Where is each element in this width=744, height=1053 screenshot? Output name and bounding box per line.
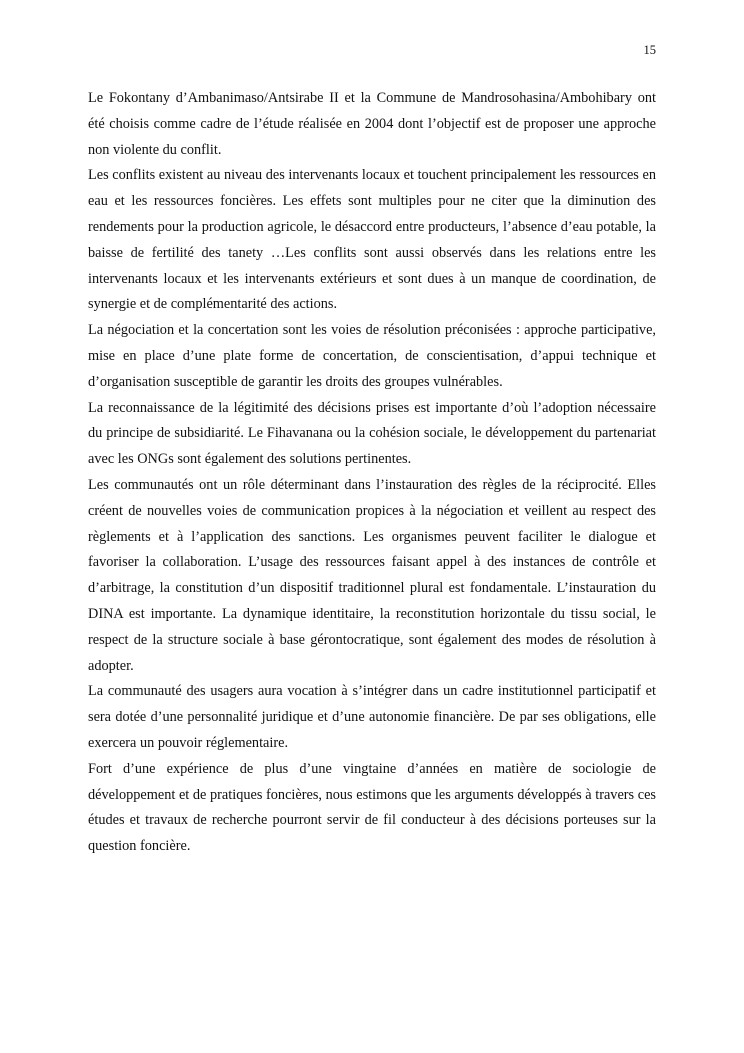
paragraph-user-community: La communauté des usagers aura vocation à s’intégrer dans un cadre institutionnel participatif et sera dotée d’une personnalité juridique et d’une autonomie financière. De par ses obligations, elle exercera un pouvoir réglementaire. bbox=[88, 683, 656, 751]
document-body bbox=[88, 86, 656, 860]
paragraph-legitimacy: La reconnaissance de la légitimité des décisions prises est importante d’où l’adoption nécessaire du principe de subsidiarité. Le Fihavanana ou la cohésion sociale, le développement du partenariat avec les ONGs sont également des solutions pertinentes. bbox=[88, 399, 656, 468]
page-number: 15 bbox=[643, 43, 656, 57]
paragraph-negotiation: La négociation et la concertation sont les voies de résolution préconisées : approche participative, mise en place d’une plate forme de concertation, de conscientisation, d’appui technique et d’organisation susceptible de garantir les droits des groupes vulnérables. bbox=[88, 322, 656, 390]
paragraph-study-context: Le Fokontany d’Ambanimaso/Antsirabe II et la Commune de Mandrosohasina/Ambohibary ont été choisis comme cadre de l’étude réalisée en 2004 dont l’objectif est de proposer une approche non violente du conflit. bbox=[88, 90, 656, 158]
paragraph-conflicts: Les conflits existent au niveau des intervenants locaux et touchent principalement les ressources en eau et les ressources foncières. Les effets sont multiples pour ne citer que la diminution des rendements pour la production agricole, le désaccord entre producteurs, l’absence d’eau potable, la baisse de fertilité des tanety …Les conflits sont aussi observés dans les relations entre les intervenants locaux et les intervenants extérieurs et sont dues à un manque de coordination, de synergie et de complémentarité des actions. bbox=[88, 167, 656, 313]
paragraph-conclusion: Fort d’une expérience de plus d’une vingtaine d’années en matière de sociologie de développement et de pratiques foncières, nous estimons que les arguments développés à travers ces études et travaux de recherche pourront servir de fil conducteur à des décisions porteuses sur la question foncière. bbox=[88, 760, 656, 855]
paragraph-communities: Les communautés ont un rôle déterminant dans l’instauration des règles de la réciprocité. Elles créent de nouvelles voies de communication propices à la négociation et veillent au respect des règlements et à l’application des sanctions. Les organismes peuvent faciliter le dialogue et favoriser la collaboration. L’usage des ressources faisant appel à des instances de contrôle et d’arbitrage, la constitution d’un dispositif traditionnel plural est fondamentale. L’instauration du DINA est importante. La dynamique identitaire, la reconstitution horizontale du tissu social, le respect de la structure sociale à base gérontocratique, sont également des modes de résolution à adopter. bbox=[88, 476, 656, 674]
